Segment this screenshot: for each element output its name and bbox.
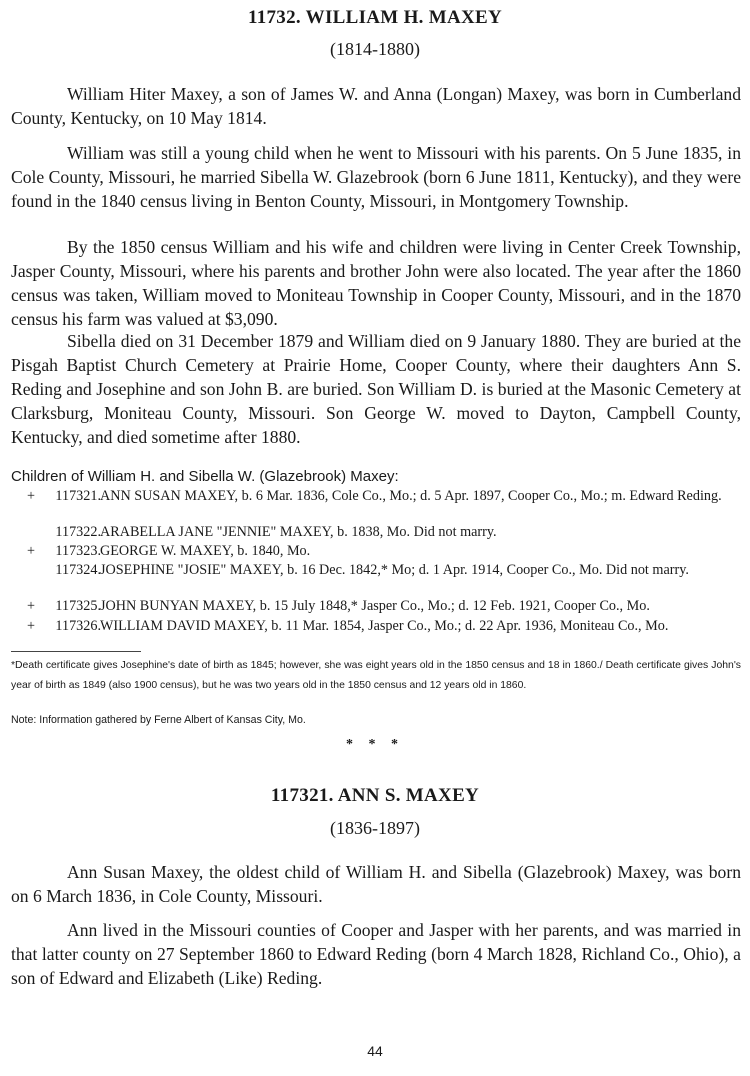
section-years-william: (1814-1880)	[330, 39, 420, 59]
child-number: 117321.	[55, 488, 101, 504]
descendant-marker: +	[27, 543, 36, 559]
descendant-marker: +	[27, 618, 36, 634]
paragraph-ann-marriage: Ann lived in the Missouri counties of Cooper and Jasper with her parents, and was married in that latter county on 27 September 1860 to Edward Reding (born 4 March 1828, Richland Co., Ohio), a son of Edward and Elizabeth (Like) Reding.	[11, 920, 741, 988]
child-number: 117322.	[55, 524, 101, 540]
children-heading: Children of William H. and Sibella W. (Glazebrook) Maxey:	[11, 468, 399, 485]
section-title-william-h-maxey: 11732. WILLIAM H. MAXEY	[247, 7, 503, 28]
paragraph-marriage: William was still a young child when he went to Missouri with his parents. On 5 June 1835, in Cole County, Missouri, he married Sibella W. Glazebrook (born 6 June 1811, Kentucky), and they were found in the 1840 census living in Benton County, Missouri, in Montgomery Township.	[11, 143, 741, 211]
child-text: JOHN BUNYAN MAXEY, b. 15 July 1848,* Jasper Co., Mo.; d. 12 Feb. 1921, Cooper Co., Mo.	[100, 598, 650, 614]
child-text: GEORGE W. MAXEY, b. 1840, Mo.	[100, 543, 311, 559]
child-text: WILLIAM DAVID MAXEY, b. 11 Mar. 1854, Jasper Co., Mo.; d. 22 Apr. 1936, Moniteau Co., Mo.	[100, 618, 669, 634]
footnote: *Death certificate gives Josephine's date of birth as 1845; however, she was eight years old in the 1850 census and 18 in 1860./ Death certificate gives John's year of birth as 1849 (also 1900 census), but he was two years old in the 1850 census and 12 years old in 1860.	[11, 660, 741, 691]
section-title-ann-s-maxey: 117321. ANN S. MAXEY	[270, 785, 480, 806]
child-number: 117326.	[55, 618, 101, 634]
child-number: 117325.	[55, 598, 101, 614]
child-text: JOSEPHINE "JOSIE" MAXEY, b. 16 Dec. 1842,* Mo; d. 1 Apr. 1914, Cooper Co., Mo. Did not marry.	[100, 562, 689, 578]
paragraph-birth: William Hiter Maxey, a son of James W. and Anna (Longan) Maxey, was born in Cumberland County, Kentucky, on 10 May 1814.	[11, 84, 741, 128]
paragraph-ann-birth: Ann Susan Maxey, the oldest child of William H. and Sibella (Glazebrook) Maxey, was born on 6 March 1836, in Cole County, Missouri.	[11, 862, 741, 906]
descendant-marker: +	[27, 598, 36, 614]
child-number: 117324.	[55, 562, 101, 578]
child-number: 117323.	[55, 543, 101, 559]
page-number: 44	[367, 1043, 383, 1059]
descendant-marker: +	[27, 488, 36, 504]
child-text: ARABELLA JANE "JENNIE" MAXEY, b. 1838, Mo. Did not marry.	[100, 524, 497, 540]
section-separator: * * *	[346, 737, 404, 752]
source-note: Note: Information gathered by Ferne Albert of Kansas City, Mo.	[11, 714, 306, 726]
paragraph-census: By the 1850 census William and his wife and children were living in Center Creek Township, Jasper County, Missouri, where his parents and brother John were also located. The year after the 1860 census was taken, William moved to Moniteau Township in Cooper County, Missouri, and in the 1870 census his farm was valued at $3,090.	[11, 237, 741, 329]
paragraph-death-burial: Sibella died on 31 December 1879 and William died on 9 January 1880. They are buried at the Pisgah Baptist Church Cemetery at Prairie Home, Cooper County, where their daughters Ann S. Reding and Josephine and son John B. are buried. Son William D. is buried at the Masonic Cemetery at Clarksburg, Moniteau County, Missouri. Son George W. moved to Dayton, Campbell County, Kentucky, and died sometime after 1880.	[11, 331, 741, 447]
section-years-ann: (1836-1897)	[330, 818, 420, 838]
child-text: ANN SUSAN MAXEY, b. 6 Mar. 1836, Cole Co., Mo.; d. 5 Apr. 1897, Cooper Co., Mo.; m. Edward Reding.	[100, 488, 722, 504]
footnote-divider	[11, 651, 141, 652]
